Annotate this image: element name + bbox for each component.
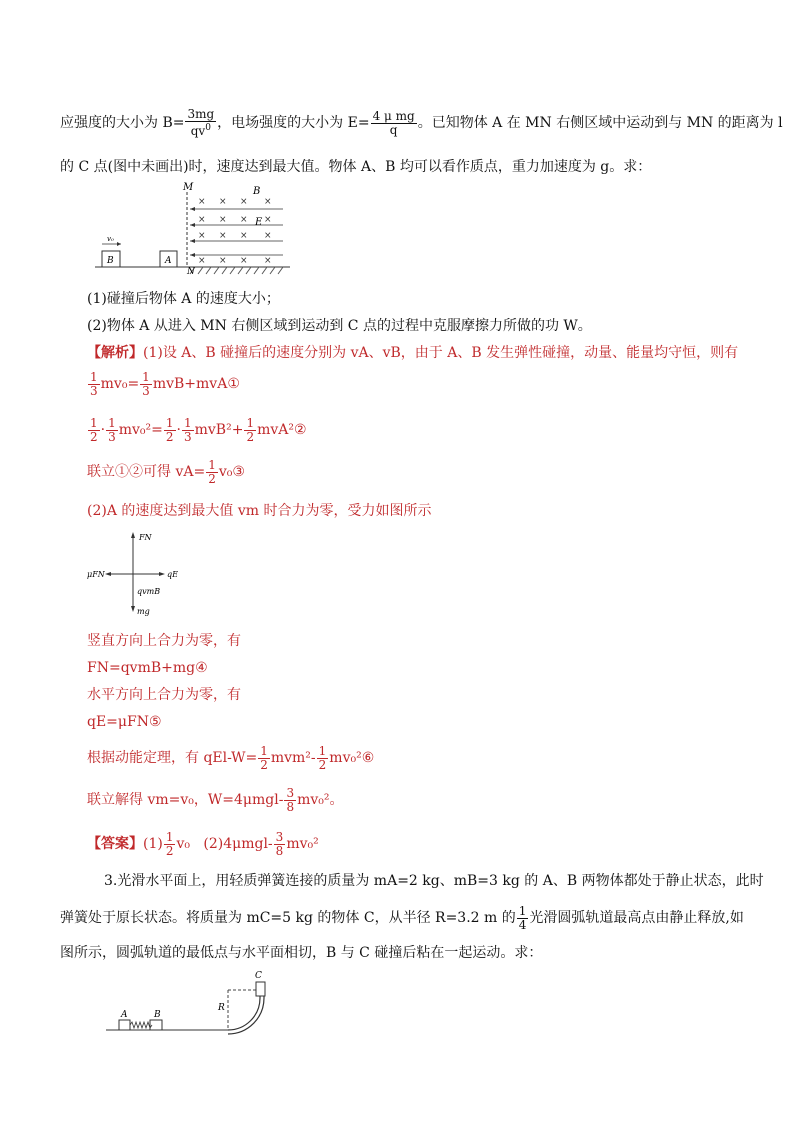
svg-text:×: ×: [198, 231, 206, 241]
intro-line-1: 应强度的大小为 B= $\frac{3mg}{qv^0}$ ，电场强度的大小为 E= $\frac{\text{4 μ mg}}{q}$ 。已知物体 A 在 MN 右侧区域中运动到与 MN 的距离为 l: [60, 107, 783, 138]
equation-5: qE=μFN⑤: [87, 714, 162, 730]
equation-1: $\frac{1}{3}$ mv₀= $\frac{1}{3}$ mvB+mvA①: [90, 369, 240, 398]
solution-line-3: 联立①②可得 vA= $\frac{1}{2}$ v₀③: [87, 457, 245, 486]
solution-line-8: 联立解得 vm=v₀，W=4μmgl- $\frac{3}{8}$ mv₀²。: [87, 785, 344, 814]
figure-arc-track: [100, 966, 280, 1038]
svg-text:×: ×: [264, 256, 272, 266]
label-N: N: [187, 267, 195, 276]
svg-text:A: A: [165, 256, 172, 266]
svg-text:×: ×: [264, 215, 272, 225]
label-A: A: [121, 1010, 128, 1020]
svg-text:×: ×: [240, 256, 248, 266]
svg-text:×: ×: [240, 215, 248, 225]
figure-field-region: [95, 178, 295, 276]
svg-text:×: ×: [219, 231, 227, 241]
svg-text:×: ×: [219, 256, 227, 266]
svg-text:×: ×: [264, 231, 272, 241]
problem3-line-2: 弹簧处于原长状态。将质量为 mC=5 kg 的物体 C，从半径 R=3.2 m 的 $\frac{1}{4}$ 光滑圆弧轨道最高点由静止释放,如: [60, 903, 744, 932]
svg-text:×: ×: [198, 256, 206, 266]
label-E-field: E: [255, 217, 263, 228]
solution-line-7: 根据动能定理，有 qEl-W= $\frac{1}{2}$ mvm²- $\frac{1}{2}$ mv₀²⑥: [87, 743, 375, 772]
question-1: (1)碰撞后物体 A 的速度大小；: [87, 291, 280, 307]
block-A: [119, 1020, 130, 1030]
answer-tag: 【答案】: [87, 836, 143, 852]
answer-line: 【答案】(1) $\frac{1}{2}$ v₀ (2)4μmgl- $\frac{3}{8}$ mv₀²: [87, 829, 319, 858]
solution-line-4: (2)A 的速度达到最大值 vm 时合力为零，受力如图所示: [87, 503, 432, 519]
equation-4: FN=qvmB+mg④: [87, 660, 208, 676]
label-R: R: [218, 1003, 225, 1013]
block-C: [256, 982, 265, 996]
fraction-quarter: $\frac{1}{4}$: [518, 903, 527, 932]
label-B: B: [154, 1010, 161, 1020]
spring: [130, 1022, 152, 1028]
svg-text:×: ×: [219, 197, 227, 207]
solution-line-1: 【解析】(1)设 A、B 碰撞后的速度分别为 vA、vB，由于 A、B 发生弹性碰撞，动量、能量均守恒，则有: [87, 345, 739, 361]
label-M: M: [183, 182, 194, 193]
svg-text:×: ×: [219, 215, 227, 225]
problem3-line-3: 图所示，圆弧轨道的最低点与水平面相切，B 与 C 碰撞后粘在一起运动。求：: [60, 945, 543, 961]
svg-text:×: ×: [240, 231, 248, 241]
equation-2: $\frac{1}{2}$ · $\frac{1}{3}$ mv₀²= $\frac{1}{2}$ · $\frac{1}{3}$ mvB²+ $\frac{1}{2}$ mvA²②: [90, 415, 307, 444]
solution-line-5: 竖直方向上合力为零，有: [87, 633, 241, 649]
problem3-line-1: 3.光滑水平面上，用轻质弹簧连接的质量为 mA=2 kg、mB=3 kg 的 A、B 两物体都处于静止状态，此时: [104, 873, 764, 889]
label-lorentz: qvmB: [137, 587, 161, 596]
fraction-B: $\frac{3mg}{qv^0}$: [187, 107, 215, 138]
intro-line-2: 的 C 点(图中未画出)时，速度达到最大值。物体 A、B 均可以看作质点，重力加速度为 g。求：: [60, 159, 652, 175]
svg-text:×: ×: [264, 197, 272, 207]
analysis-tag: 【解析】: [87, 345, 143, 361]
label-B-field: B: [253, 186, 261, 197]
label-FN: FN: [139, 533, 152, 542]
svg-text:×: ×: [240, 197, 248, 207]
label-mg: mg: [137, 607, 150, 616]
fraction-E: $\frac{\text{4 μ mg}}{q}$: [372, 108, 415, 137]
question-2: (2)物体 A 从进入 MN 右侧区域到运动到 C 点的过程中克服摩擦力所做的功 W。: [87, 318, 592, 334]
figure-force-diagram: [85, 528, 195, 620]
label-friction: μFN: [87, 570, 105, 579]
label-v0: v₀: [107, 235, 114, 243]
label-qE: qE: [167, 570, 178, 579]
svg-text:×: ×: [198, 215, 206, 225]
label-C: C: [255, 971, 262, 981]
solution-line-6: 水平方向上合力为零，有: [87, 687, 241, 703]
svg-text:B: B: [107, 256, 114, 266]
svg-text:×: ×: [198, 197, 206, 207]
